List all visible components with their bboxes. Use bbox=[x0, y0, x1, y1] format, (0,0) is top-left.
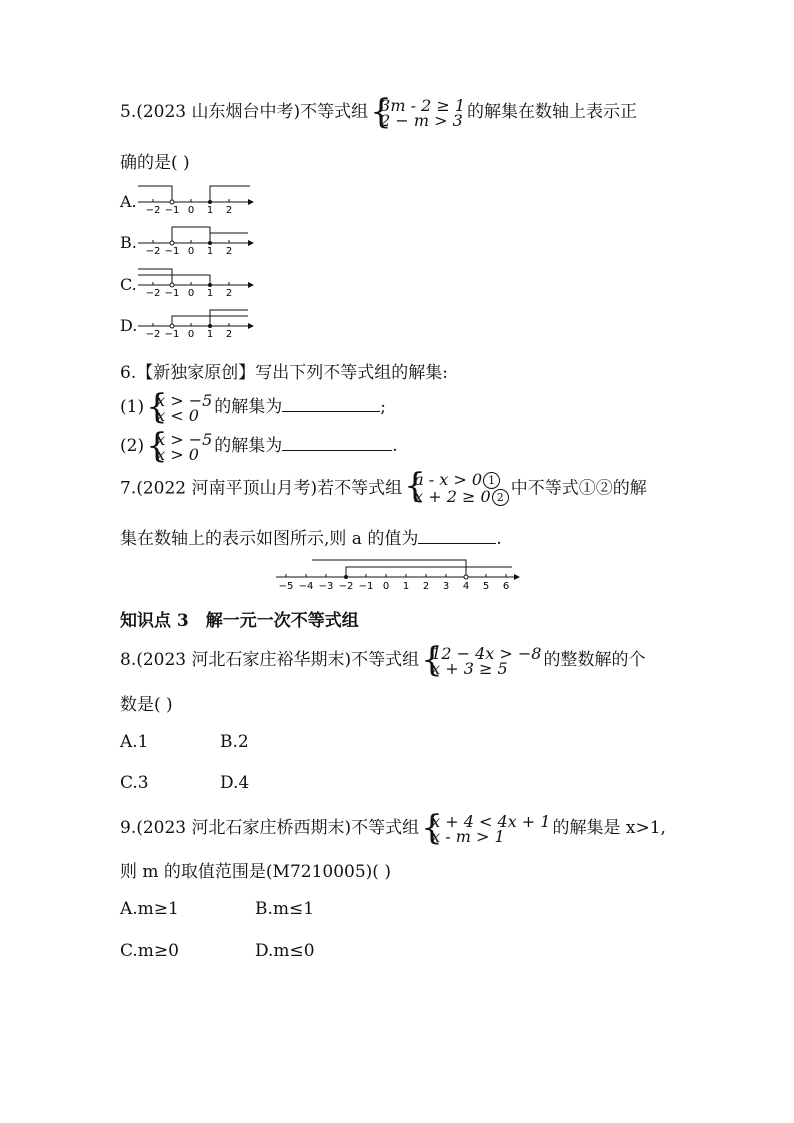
tick-label: −3 bbox=[318, 581, 334, 591]
tick-label: 0 bbox=[382, 581, 390, 591]
tick-label: 2 bbox=[225, 246, 233, 257]
tick-label: 5 bbox=[482, 581, 490, 591]
q6-p2-system: { x > −5 x > 0 bbox=[146, 425, 213, 466]
q8-option-d[interactable]: D.4 bbox=[220, 773, 250, 793]
tick-label: 0 bbox=[187, 329, 195, 340]
q7-numberline bbox=[272, 555, 522, 591]
q6-part2: (2) { x > −5 x > 0 的解集为 . bbox=[120, 425, 398, 466]
q5-numberline-b bbox=[136, 223, 256, 257]
tick-label: −2 bbox=[145, 205, 161, 216]
q5-stem-line2: 确的是( ) bbox=[120, 153, 190, 173]
tick-label: −5 bbox=[278, 581, 294, 591]
q6-p2-answer-blank[interactable] bbox=[282, 436, 392, 451]
q9-stem-line2: 则 m 的取值范围是(M7210005)( ) bbox=[120, 862, 391, 882]
q5-option-c[interactable]: C. bbox=[120, 275, 137, 294]
q9-option-b[interactable]: B.m≤1 bbox=[255, 899, 315, 919]
circled-number-2: 2 bbox=[492, 489, 509, 506]
q5-numberline-a bbox=[136, 182, 256, 216]
q7-stem-line2: 集在数轴上的表示如图所示,则 a 的值为 . bbox=[120, 529, 502, 549]
q9-option-c[interactable]: C.m≥0 bbox=[120, 941, 179, 961]
q6-p1-answer-blank[interactable] bbox=[282, 397, 380, 412]
tick-label: 1 bbox=[206, 246, 214, 257]
tick-label: −2 bbox=[145, 329, 161, 340]
tick-label: −2 bbox=[338, 581, 354, 591]
tick-label: 1 bbox=[206, 329, 214, 340]
q8-option-c[interactable]: C.3 bbox=[120, 773, 149, 793]
tick-label: 1 bbox=[206, 288, 214, 299]
q7-system: { a - x > 0 1 x + 2 ≥ 0 2 bbox=[404, 472, 509, 506]
tick-label: 3 bbox=[442, 581, 450, 591]
tick-label: −2 bbox=[145, 246, 161, 257]
tick-label: 2 bbox=[225, 288, 233, 299]
tick-label: 1 bbox=[206, 205, 214, 216]
tick-label: 2 bbox=[422, 581, 430, 591]
tick-label: −1 bbox=[164, 205, 180, 216]
q6-p1-system: { x > −5 x < 0 bbox=[146, 386, 213, 427]
q7-answer-blank[interactable] bbox=[418, 529, 496, 544]
q8-system: { 12 − 4x > −8 x + 3 ≥ 5 bbox=[421, 639, 542, 680]
tick-label: −1 bbox=[358, 581, 374, 591]
tick-label: −1 bbox=[164, 246, 180, 257]
q8-stem: 8.(2023 河北石家庄裕华期末)不等式组 { 12 − 4x > −8 x + 3 ≥ 5 的整数解的个 bbox=[120, 639, 646, 680]
section-heading: 知识点 3 解一元一次不等式组 bbox=[120, 611, 359, 631]
tick-label: 0 bbox=[187, 288, 195, 299]
tick-label: 2 bbox=[225, 329, 233, 340]
q6-title: 6.【新独家原创】写出下列不等式组的解集: bbox=[120, 363, 448, 383]
tick-label: 4 bbox=[462, 581, 470, 591]
tick-label: −4 bbox=[298, 581, 314, 591]
q7-stem: 7.(2022 河南平顶山月考)若不等式组 { a - x > 0 1 x + 2 ≥ 0 2 中不等式①②的解 bbox=[120, 466, 647, 506]
q5-option-d[interactable]: D. bbox=[120, 316, 138, 335]
q5-stem: 5.(2023 山东烟台中考)不等式组 { 3m - 2 ≥ 1 2 − m > 3 的解集在数轴上表示正 bbox=[120, 91, 638, 132]
q5-option-b[interactable]: B. bbox=[120, 233, 137, 252]
q6-part1: (1) { x > −5 x < 0 的解集为 ; bbox=[120, 386, 387, 427]
q8-stem-line2: 数是( ) bbox=[120, 695, 173, 715]
q5-system: { 3m - 2 ≥ 1 2 − m > 3 bbox=[370, 91, 466, 132]
tick-label: 6 bbox=[502, 581, 510, 591]
tick-label: −1 bbox=[164, 288, 180, 299]
tick-label: −2 bbox=[145, 288, 161, 299]
q8-option-a[interactable]: A.1 bbox=[120, 732, 149, 752]
circled-number-1: 1 bbox=[483, 472, 500, 489]
q9-system: { x + 4 < 4x + 1 x - m > 1 bbox=[421, 807, 551, 848]
tick-label: −1 bbox=[164, 329, 180, 340]
tick-label: 2 bbox=[225, 205, 233, 216]
q5-numberline-c bbox=[136, 265, 256, 299]
q9-option-d[interactable]: D.m≤0 bbox=[255, 941, 315, 961]
tick-label: 0 bbox=[187, 205, 195, 216]
q8-option-b[interactable]: B.2 bbox=[220, 732, 249, 752]
q5-option-a[interactable]: A. bbox=[120, 192, 137, 211]
q5-numberline-d bbox=[136, 306, 256, 340]
q9-option-a[interactable]: A.m≥1 bbox=[120, 899, 179, 919]
q9-stem: 9.(2023 河北石家庄桥西期末)不等式组 { x + 4 < 4x + 1 x - m > 1 的解集是 x>1, bbox=[120, 807, 666, 848]
tick-label: 0 bbox=[187, 246, 195, 257]
tick-label: 1 bbox=[402, 581, 410, 591]
